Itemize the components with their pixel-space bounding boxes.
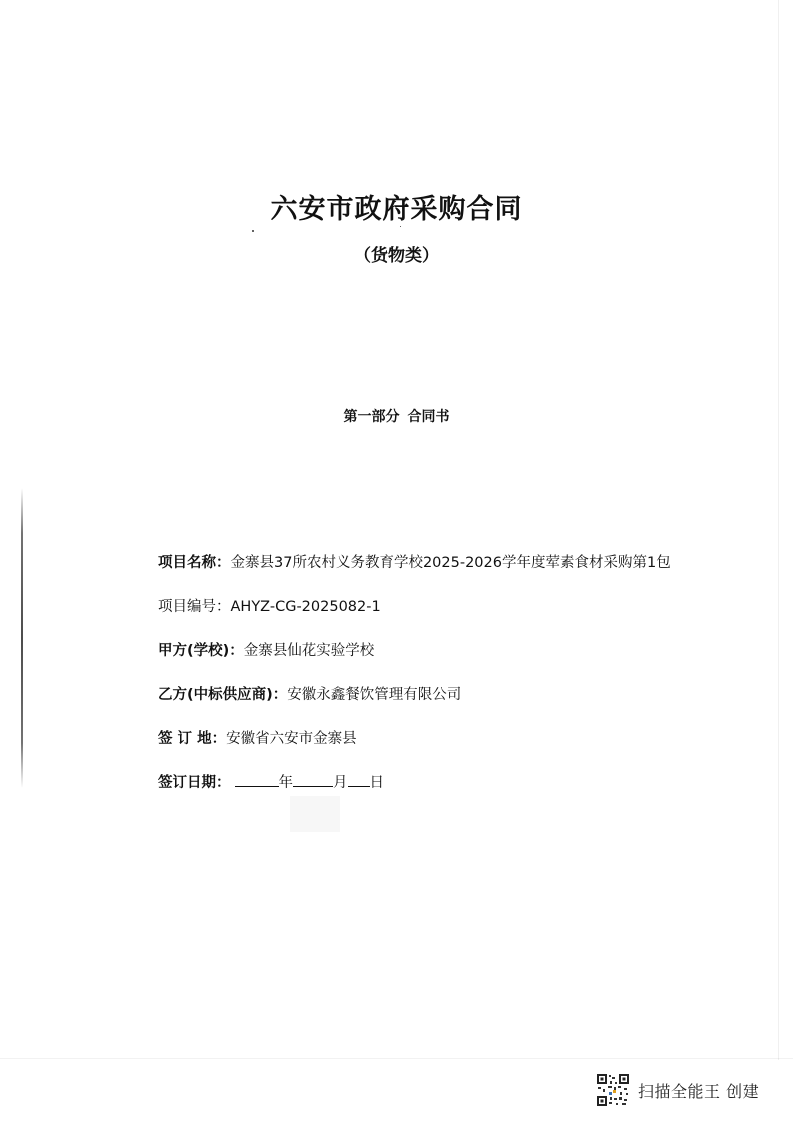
project-name-label: 项目名称： bbox=[158, 555, 231, 571]
signing-place-value: 安徽省六安市金寨县 bbox=[226, 731, 357, 747]
document-title: 六安市政府采购合同 bbox=[270, 194, 523, 225]
day-unit: 日 bbox=[369, 775, 384, 791]
scan-bottom-artifact bbox=[0, 1058, 793, 1059]
project-name-value: 金寨县37所农村义务教育学校2025-2026学年度荤素食材采购第1包 bbox=[230, 555, 671, 571]
party-b-value: 安徽永鑫餐饮管理有限公司 bbox=[287, 687, 462, 703]
party-b-label: 乙方(中标供应商)： bbox=[158, 687, 288, 703]
scan-edge-artifact-right bbox=[778, 0, 779, 1060]
signing-place-label: 签 订 地： bbox=[158, 731, 227, 747]
signing-date-row bbox=[158, 771, 384, 792]
year-blank bbox=[235, 772, 279, 787]
project-name-row bbox=[158, 551, 671, 572]
scan-smudge bbox=[290, 796, 340, 832]
month-blank bbox=[293, 772, 333, 787]
party-a-value: 金寨县仙花实验学校 bbox=[243, 643, 375, 659]
month-unit: 月 bbox=[333, 775, 348, 791]
signing-date-label: 签订日期： bbox=[158, 775, 231, 791]
part-heading-name: 合同书 bbox=[407, 409, 450, 425]
scan-edge-artifact bbox=[21, 488, 23, 788]
scanner-watermark bbox=[596, 1073, 759, 1107]
document-subtitle: （货物类） bbox=[354, 246, 439, 266]
scan-speck bbox=[400, 226, 401, 227]
project-number-value: AHYZ-CG-2025082-1 bbox=[230, 599, 381, 615]
signing-place-row bbox=[158, 727, 357, 748]
party-a-label: 甲方(学校)： bbox=[158, 643, 244, 659]
party-b-row bbox=[158, 683, 461, 704]
project-number-row bbox=[158, 595, 381, 616]
part-heading bbox=[0, 406, 793, 426]
scan-speck bbox=[252, 230, 254, 232]
day-blank bbox=[348, 772, 370, 787]
qr-code-icon bbox=[596, 1073, 630, 1107]
party-a-row bbox=[158, 639, 374, 660]
part-heading-number: 第一部分 bbox=[343, 409, 400, 425]
watermark-text: 扫描全能王 创建 bbox=[638, 1081, 760, 1101]
year-unit: 年 bbox=[278, 775, 293, 791]
project-number-label: 项目编号： bbox=[158, 599, 231, 615]
